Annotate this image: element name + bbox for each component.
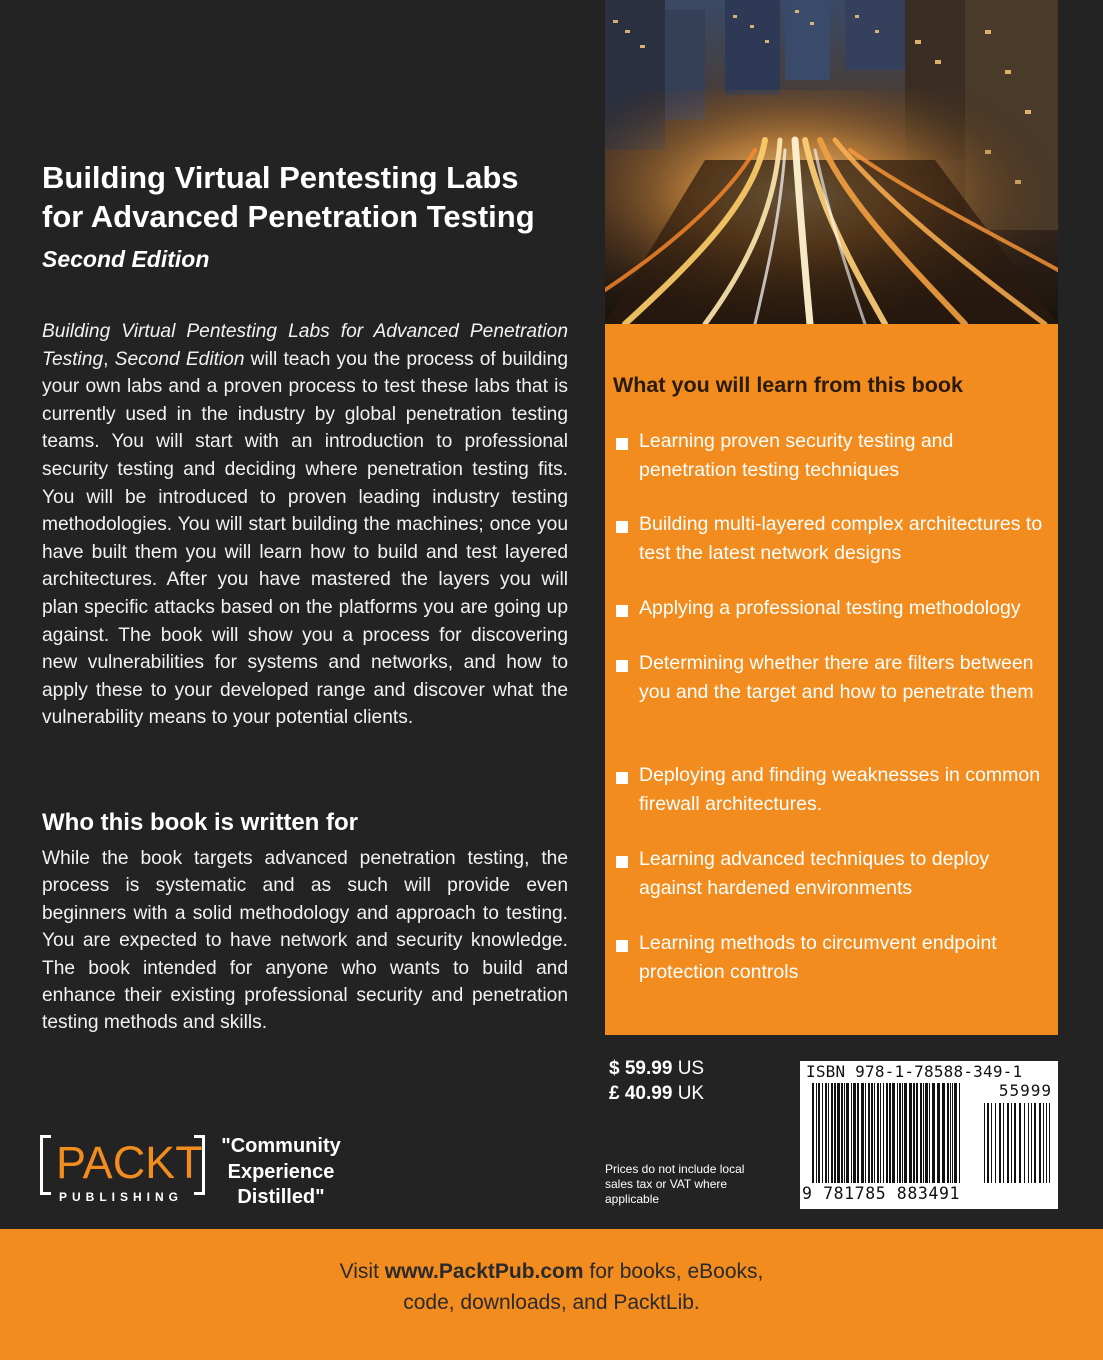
footer-suffix: for books, eBooks, — [589, 1260, 764, 1283]
learn-panel — [605, 324, 1058, 1035]
barcode-bar — [828, 1083, 829, 1183]
learn-item-text: Deploying and finding weaknesses in common firewall architectures. — [639, 764, 1041, 815]
addon-barcode-bar — [1028, 1103, 1029, 1183]
barcode-bar — [874, 1083, 875, 1183]
square-bullet-icon — [616, 856, 628, 868]
barcode-bar — [897, 1083, 898, 1183]
logo-subtitle: PUBLISHING — [59, 1190, 184, 1204]
packt-logo — [40, 1135, 205, 1210]
price-uk-label: UK — [677, 1083, 705, 1104]
learn-item-text: Learning advanced techniques to deploy against hardened environments — [639, 848, 990, 899]
barcode-bar — [818, 1083, 820, 1183]
learn-item-text: Building multi-layered complex architectures to test the latest network designs — [639, 513, 1043, 564]
book-description: Building Virtual Pentesting Labs for Advanced Penetration Testing, Second Edition will teach you the process of building your own labs and a proven process to test these labs that is currently used in the industry by global penetration testing teams. You will start with an introduction to professional security testing and deciding where penetration testing fits. You will be introduced to proven leading industry testing methodologies. You will start building the machines; once you have built them you will learn how to build and test layered architectures. After you have mastered the layers you will plan specific attacks based on the platforms you are going up against. The book will show you a process for discovering new vulnerabilities for systems and networks, and how to apply these to your developed range and discover what the vulnerability means to your potential clients. — [42, 321, 568, 729]
city-light-trails-image — [605, 0, 1058, 324]
barcode-bar — [899, 1083, 901, 1183]
barcode-bar — [831, 1083, 833, 1183]
ean-digits: 9 781785 883491 — [802, 1184, 961, 1203]
barcode-bar — [822, 1083, 823, 1183]
barcode-bar — [916, 1083, 918, 1183]
price-list — [609, 1056, 704, 1106]
addon-barcode-bar — [987, 1103, 989, 1183]
barcode-bar — [857, 1083, 859, 1183]
addon-barcode-bar — [1046, 1103, 1047, 1183]
barcode-bar — [932, 1083, 935, 1183]
addon-barcode-bar — [1043, 1103, 1044, 1183]
square-bullet-icon — [616, 521, 628, 533]
barcode-bar — [947, 1083, 949, 1183]
edition-label: Second Edition — [42, 246, 210, 272]
barcode-bar — [950, 1083, 951, 1183]
addon-barcode-bar — [1003, 1103, 1004, 1183]
footer-banner — [0, 1229, 1103, 1360]
footer-line-2: code, downloads, and PacktLib. — [403, 1291, 700, 1314]
square-bullet-icon — [616, 772, 628, 784]
barcode-bar — [865, 1083, 866, 1183]
addon-barcode-bar — [1019, 1103, 1021, 1183]
price-uk — [609, 1081, 704, 1106]
barcode-bar — [853, 1083, 856, 1183]
barcode-bar — [892, 1083, 895, 1183]
addon-barcode-bar — [995, 1103, 996, 1183]
title-line-1: Building Virtual Pentesting Labs — [42, 160, 519, 195]
barcode-bar — [923, 1083, 924, 1183]
addon-barcode-bar — [1034, 1103, 1036, 1183]
audience-heading: Who this book is written for — [42, 809, 358, 836]
learn-item-text: Determining whether there are filters between you and the target and how to penetrate them — [639, 652, 1034, 703]
square-bullet-icon — [616, 940, 628, 952]
price-us-label: US — [677, 1058, 705, 1079]
description-italic-title: Building Virtual Pentesting Labs for Advanced Penetration Testing — [42, 321, 568, 370]
barcode-bar — [913, 1083, 915, 1183]
barcode-bar — [954, 1083, 957, 1183]
barcode-bar — [959, 1083, 960, 1183]
barcode-bar — [889, 1083, 891, 1183]
logo-wordmark: PACKT — [56, 1137, 203, 1188]
barcode-bar — [868, 1083, 870, 1183]
barcode-bar — [902, 1083, 903, 1183]
barcode-bar — [825, 1083, 827, 1183]
addon-barcode-bar — [1039, 1103, 1041, 1183]
square-bullet-icon — [616, 438, 628, 450]
cover-photo-city-traffic — [605, 0, 1058, 324]
publisher-tagline: "Community Experience Distilled" — [221, 1135, 341, 1208]
barcode-bar — [851, 1083, 852, 1183]
price-uk-amount: £ 40.99 — [609, 1083, 673, 1104]
barcode-bar — [844, 1083, 845, 1183]
barcode-bar — [880, 1083, 881, 1183]
barcode-bar — [886, 1083, 888, 1183]
square-bullet-icon — [616, 605, 628, 617]
barcode-bar — [904, 1083, 907, 1183]
addon-barcode-bar — [984, 1103, 985, 1183]
learn-item-text: Learning methods to circumvent endpoint protection controls — [639, 932, 997, 983]
footer-prefix: Visit — [339, 1260, 379, 1283]
addon-barcode-bar — [999, 1103, 1001, 1183]
barcode-bar — [952, 1083, 953, 1183]
audience-text: While the book targets advanced penetration testing, the process is systematic and as such will provide even beginners with a solid methodology and approach to testing. You are expected to have network and security knowledge. The book intended for anyone who wants to build and enhance their existing professional security and penetration testing methods and skills. — [42, 848, 568, 1034]
addon-barcode-bar — [991, 1103, 992, 1183]
barcode-bar — [920, 1083, 922, 1183]
barcode-bar — [871, 1083, 873, 1183]
barcode-bar — [846, 1083, 849, 1183]
addon-barcode-bar — [1024, 1103, 1025, 1183]
barcode-bar — [861, 1083, 864, 1183]
price-code: 55999 — [998, 1081, 1052, 1100]
barcode-bar — [883, 1083, 884, 1183]
addon-barcode-bar — [1007, 1103, 1009, 1183]
square-bullet-icon — [616, 660, 628, 672]
learn-item-text: Learning proven security testing and penetration testing techniques — [639, 430, 954, 481]
description-italic-edition: Second Edition — [114, 348, 245, 370]
description-body: will teach you the process of building your own labs and a proven process to test these labs that is currently used in the industry by global penetration testing teams. You will start with an introduction to professional security testing and deciding where penetration testing fits. You will be introduced to proven leading industry testing methodologies. You will start building the machines; once you have built them you will learn how to build and test layered architectures. After you have mastered the layers you will plan specific attacks based on the platforms you are going up against. The book will show you a process for discovering new vulnerabilities for systems and networks, and how to apply these to your developed range and discover what the vulnerability means to your potential clients. — [42, 348, 568, 729]
footer-text — [0, 1256, 1103, 1318]
addon-barcode-bar — [1011, 1103, 1012, 1183]
barcode-bar — [909, 1083, 912, 1183]
price-us-amount: $ 59.99 — [609, 1058, 673, 1079]
title-line-2: for Advanced Penetration Testing — [42, 199, 535, 234]
isbn-barcode — [800, 1061, 1058, 1209]
barcode-bar — [942, 1083, 945, 1183]
barcode-bar — [937, 1083, 940, 1183]
barcode-bar — [929, 1083, 930, 1183]
tax-note: Prices do not include local sales tax or VAT where applicable — [605, 1162, 745, 1206]
book-title-block — [42, 158, 582, 273]
barcode-bar — [841, 1083, 843, 1183]
barcode-bar — [812, 1083, 814, 1183]
logo-bracket-right-icon — [194, 1135, 205, 1195]
barcode-bar — [816, 1083, 817, 1183]
learn-heading: What you will learn from this book — [613, 373, 963, 397]
isbn-label: ISBN 978-1-78588-349-1 — [806, 1062, 1023, 1081]
addon-barcode-bar — [1031, 1103, 1032, 1183]
barcode-bar — [837, 1083, 840, 1183]
addon-barcode-bar — [1014, 1103, 1016, 1183]
addon-barcode-bar — [1049, 1103, 1050, 1183]
book-title — [42, 158, 582, 236]
barcode-bar — [834, 1083, 836, 1183]
barcode-bar — [877, 1083, 879, 1183]
footer-website-link[interactable]: www.PacktPub.com — [384, 1260, 584, 1283]
price-us — [609, 1056, 704, 1081]
learn-item-text: Applying a professional testing methodology — [639, 597, 1021, 619]
barcode-bar — [925, 1083, 928, 1183]
logo-bracket-left-icon — [40, 1135, 51, 1195]
